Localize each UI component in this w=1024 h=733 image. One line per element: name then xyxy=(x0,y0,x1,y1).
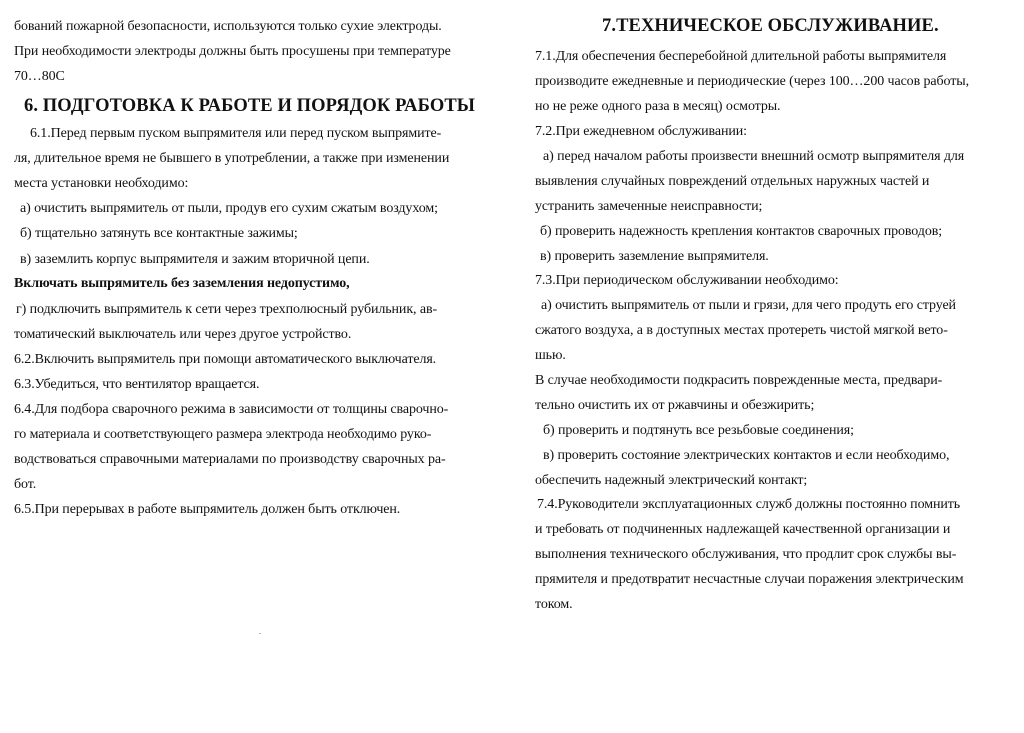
text-line: обеспечить надежный электрический контакт; xyxy=(535,473,808,488)
text-line: 6.3.Убедиться, что вентилятор вращается. xyxy=(14,377,260,392)
warning-line: Включать выпрямитель без заземления недопустимо, xyxy=(14,276,350,291)
text-line: 7.4.Руководители эксплуатационных служб должны постоянно помнить xyxy=(537,497,961,512)
text-line: в) заземлить корпус выпрямителя и зажим вторичной цепи. xyxy=(20,252,370,267)
text-line: б) проверить надежность крепления контактов сварочных проводов; xyxy=(540,224,943,239)
text-line: 6.1.Перед первым пуском выпрямителя или перед пуском выпрямите- xyxy=(30,126,442,141)
text-line: устранить замеченные неисправности; xyxy=(535,199,763,214)
text-line: но не реже одного раза в месяц) осмотры. xyxy=(535,99,781,114)
text-line: выявления случайных повреждений отдельных наружных частей и xyxy=(535,174,930,189)
text-line: бот. xyxy=(14,477,37,492)
text-line: 6.2.Включить выпрямитель при помощи автоматического выключателя. xyxy=(14,352,437,367)
section-7-heading: 7.ТЕХНИЧЕСКОЕ ОБСЛУЖИВАНИЕ. xyxy=(602,16,939,36)
text-line: 7.1.Для обеспечения бесперебойной длительной работы выпрямителя xyxy=(535,49,947,64)
text-line: в) проверить состояние электрических контактов и если необходимо, xyxy=(543,448,950,463)
text-line: ля, длительное время не бывшего в употреблении, а также при изменении xyxy=(14,151,450,166)
text-line: б) тщательно затянуть все контактные зажимы; xyxy=(20,226,298,241)
text-line: г) подключить выпрямитель к сети через трехполюсный рубильник, ав- xyxy=(16,302,438,317)
text-line: сжатого воздуха, а в доступных местах протереть чистой мягкой вето- xyxy=(535,323,948,338)
text-line: шью. xyxy=(535,348,566,363)
text-line: 6.5.При перерывах в работе выпрямитель должен быть отключен. xyxy=(14,502,401,517)
text-line: б) проверить и подтянуть все резьбовые соединения; xyxy=(543,423,854,438)
text-line: производите ежедневные и периодические (через 100…200 часов работы, xyxy=(535,74,969,89)
text-line: 70…80С xyxy=(14,69,65,84)
text-line: 6.4.Для подбора сварочного режима в зависимости от толщины сварочно- xyxy=(14,402,449,417)
text-line: 7.3.При периодическом обслуживании необходимо: xyxy=(535,273,839,288)
text-line: током. xyxy=(535,597,573,612)
text-line: а) перед началом работы произвести внешний осмотр выпрямителя для xyxy=(543,149,965,164)
text-line: тельно очистить их от ржавчины и обезжирить; xyxy=(535,398,815,413)
text-line: томатический выключатель или через другое устройство. xyxy=(14,327,352,342)
text-line: 7.2.При ежедневном обслуживании: xyxy=(535,124,747,139)
text-line: выполнения технического обслуживания, что продлит срок службы вы- xyxy=(535,547,957,562)
text-line: водствоваться справочными материалами по производству сварочных ра- xyxy=(14,452,446,467)
section-6-heading: 6. ПОДГОТОВКА К РАБОТЕ И ПОРЯДОК РАБОТЫ xyxy=(24,96,476,116)
text-line: го материала и соответствующего размера электрода необходимо руко- xyxy=(14,427,432,442)
text-line: бований пожарной безопасности, используются только сухие электроды. xyxy=(14,19,442,34)
text-line: в) проверить заземление выпрямителя. xyxy=(540,249,769,264)
text-line: места установки необходимо: xyxy=(14,176,189,191)
scan-speck xyxy=(259,633,261,634)
text-line: В случае необходимости подкрасить поврежденные места, предвари- xyxy=(535,373,943,388)
text-line: и требовать от подчиненных надлежащей качественной организации и xyxy=(535,522,951,537)
text-line: прямителя и предотвратит несчастные случаи поражения электрическим xyxy=(535,572,964,587)
text-line: а) очистить выпрямитель от пыли и грязи, для чего продуть его струей xyxy=(541,298,956,313)
text-line: а) очистить выпрямитель от пыли, продув его сухим сжатым воздухом; xyxy=(20,201,438,216)
text-line: При необходимости электроды должны быть просушены при температуре xyxy=(14,44,451,59)
